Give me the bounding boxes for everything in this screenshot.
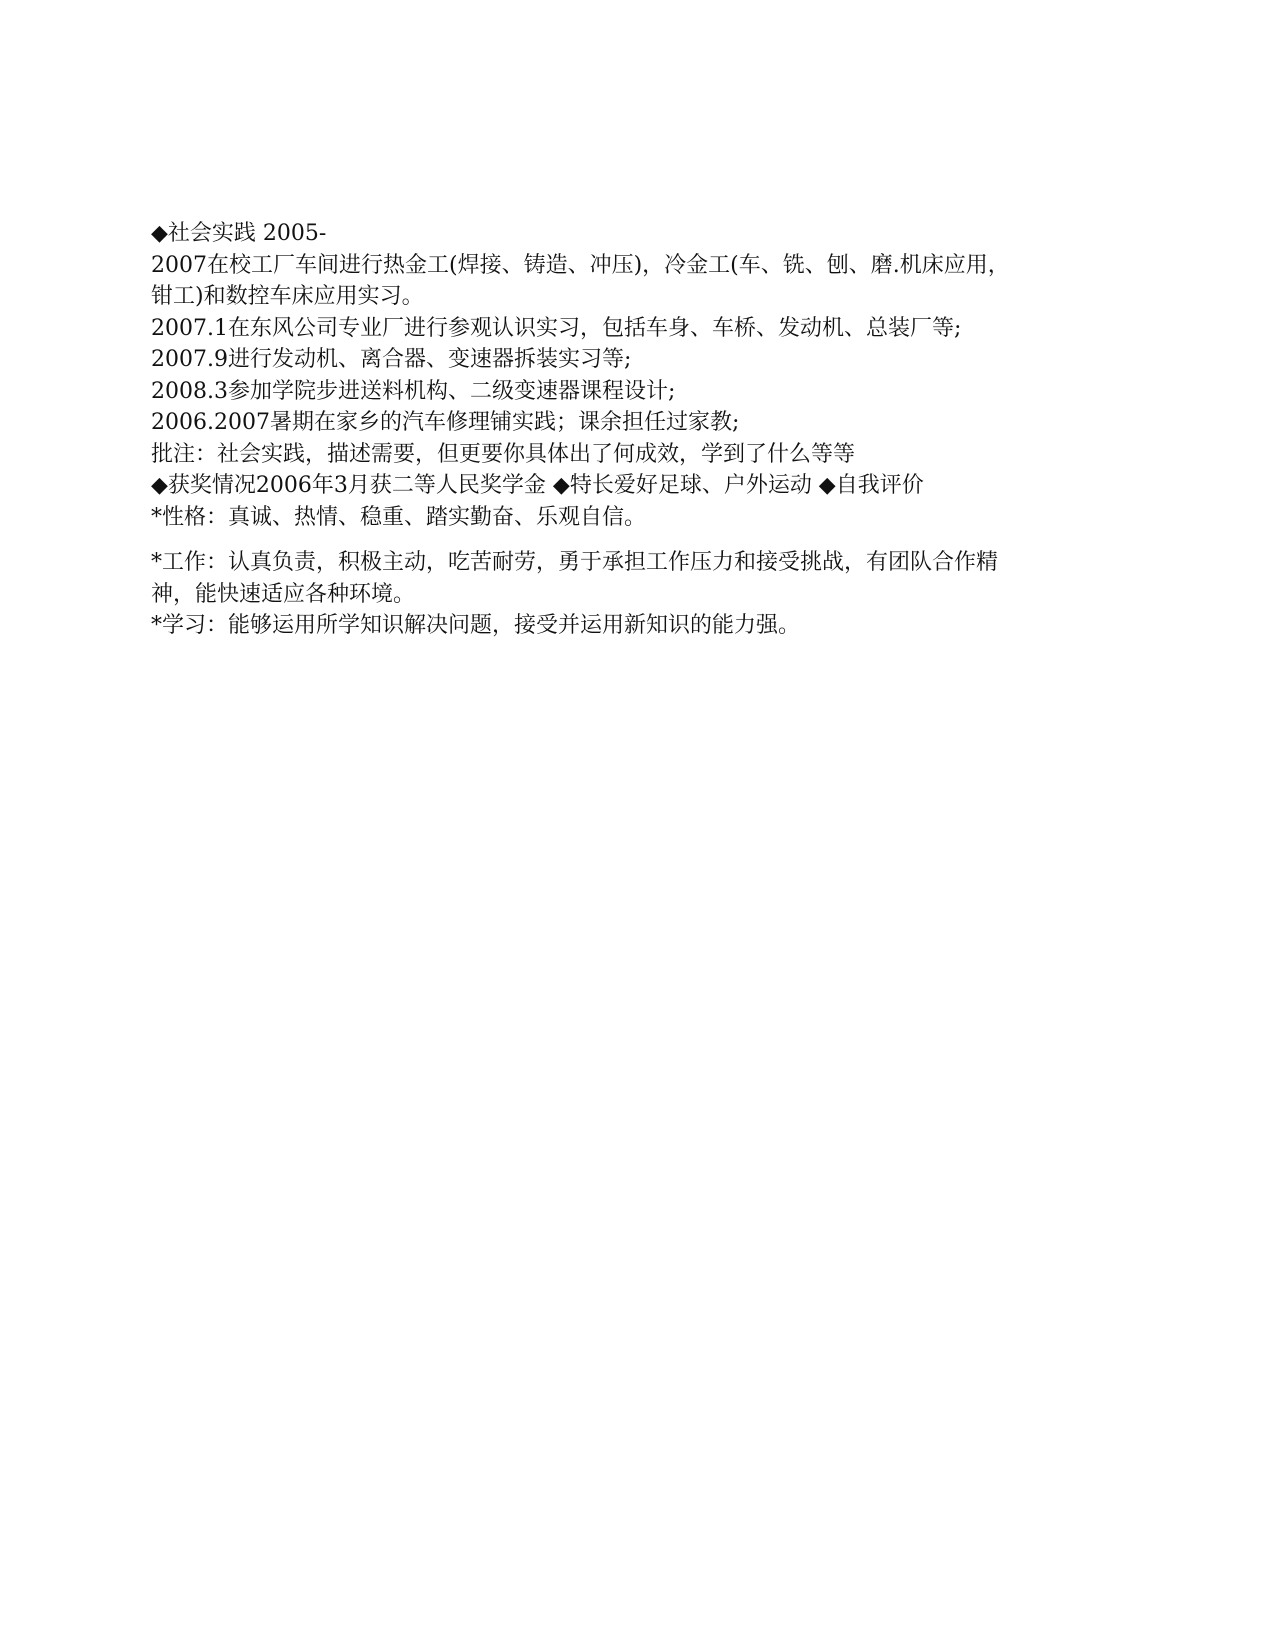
study-line: *学习：能够运用所学知识解决问题，接受并运用新知识的能力强。 (151, 613, 801, 638)
section-heading-social-practice: ◆社会实践 2005- (151, 221, 327, 246)
text-line: 2007在校工厂车间进行热金工(焊接、铸造、冲压)，冷金工(车、铣、刨、磨.机床应用， (151, 252, 1010, 278)
text-line: 2006.2007暑期在家乡的汽车修理铺实践；课余担任过家教; (151, 410, 740, 435)
text-line: 2007.9进行发动机、离合器、变速器拆装实习等; (151, 347, 632, 372)
work-line-continued: 神，能快速适应各种环境。 (151, 581, 416, 607)
personality-line: *性格：真诚、热情、稳重、踏实勤奋、乐观自信。 (151, 504, 647, 530)
text-line: 2007.1在东风公司专业厂进行参观认识实习，包括车身、车桥、发动机、总装厂等; (151, 315, 962, 341)
work-line: *工作：认真负责，积极主动，吃苦耐劳，勇于承担工作压力和接受挑战，有团队合作精 (151, 550, 999, 575)
document-body (151, 218, 1126, 642)
annotation-line: 批注：社会实践，描述需要，但更要你具体出了何成效，学到了什么等等 (151, 441, 856, 467)
text-line: 2008.3参加学院步进送料机构、二级变速器课程设计; (151, 378, 676, 404)
text-line: 钳工)和数控车床应用实习。 (151, 284, 424, 309)
section-heading-awards: ◆获奖情况2006年3月获二等人民奖学金 ◆特长爱好足球、户外运动 ◆自我评价 (151, 473, 924, 498)
self-evaluation-paragraph (151, 547, 1126, 642)
